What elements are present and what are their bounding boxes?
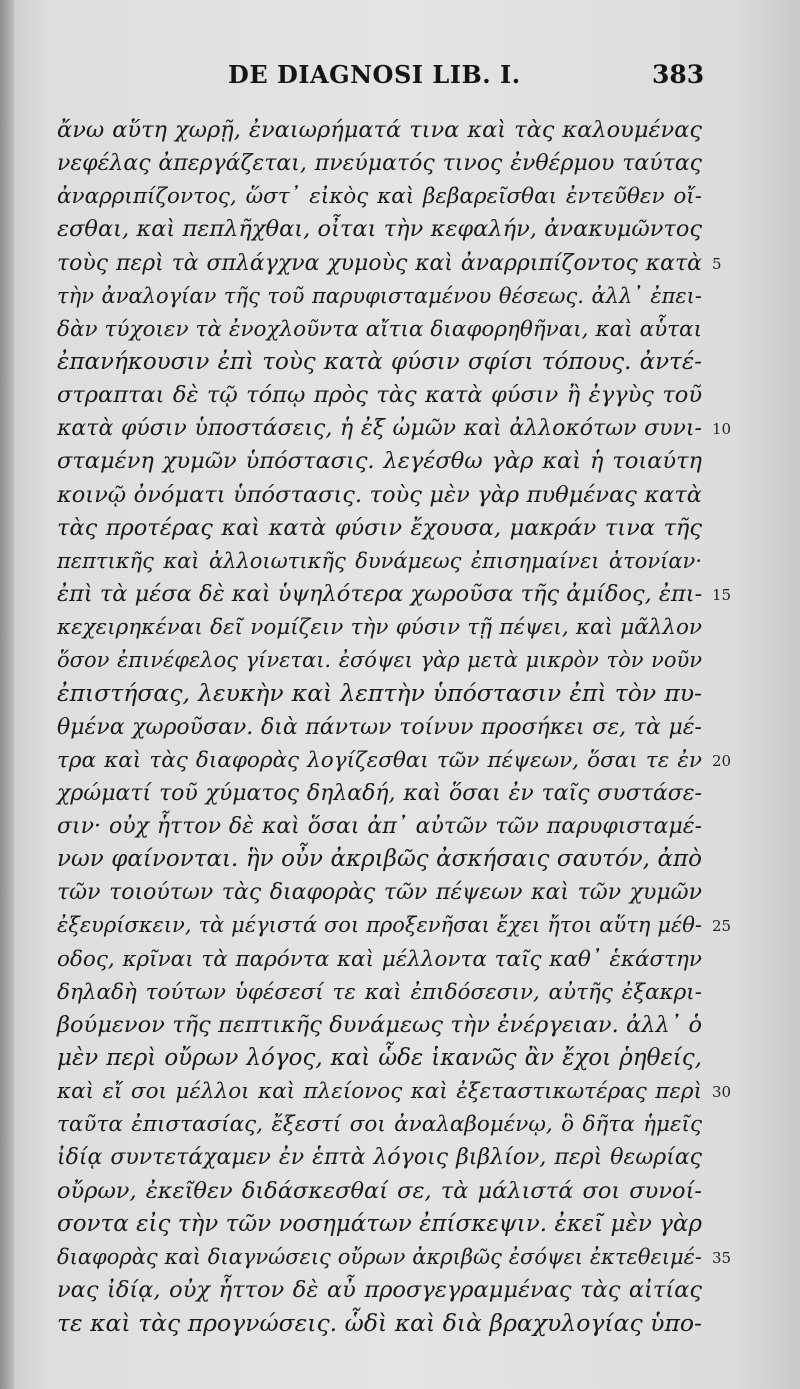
text-line [57,1141,709,1174]
text-line [57,578,732,611]
line-text: θμένα χωροῦσαν. διὰ πάντων τοίνυν προσήκει σε, τὰ μέ- [57,714,702,740]
line-text: ταῦτα ἐπιστασίας, ἔξεστί σοι ἀναλαβομένῳ, ὃ δῆτα ἡμεῖς [57,1112,702,1138]
text-line [57,1042,709,1075]
text-line [57,479,709,512]
line-number: 10 [712,420,732,439]
text-line [57,445,709,478]
text-line [57,213,709,246]
text-line [57,1075,732,1108]
line-text: νας ἰδίᾳ, οὐχ ἧττον δὲ αὖ προσγεγραμμένας τὰς αἰτίας [57,1276,702,1303]
text-line [57,114,709,147]
text-line [57,810,709,843]
line-text: δὰν τύχοιεν τὰ ἐνοχλοῦντα αἴτια διαφορηθῆναι, καὶ αὗται [57,316,702,342]
text-line [57,943,709,976]
text-line [57,1108,709,1141]
line-number: 15 [712,585,732,604]
line-text: κατὰ φύσιν ὑποστάσεις, ἡ ἐξ ὠμῶν καὶ ἀλλοκότων συνι- [57,416,702,442]
line-text: ὅσον ἐπινέφελος γίνεται. ἐσόψει γὰρ μετὰ μικρὸν τὸν νοῦν [57,648,702,673]
line-text: ἰδίᾳ συντετάχαμεν ἐν ἑπτὰ λόγοις βιβλίον, περὶ θεωρίας [57,1145,702,1171]
line-text: νεφέλας ἀπεργάζεται, πνεύματός τινος ἐνθέρμου ταύτας [57,151,702,177]
text-line [57,909,732,942]
line-number: 30 [712,1083,732,1102]
text-line [57,843,709,876]
line-text: τοὺς περὶ τὰ σπλάγχνα χυμοὺς καὶ ἀναρριπίζοντος κατὰ [57,250,702,276]
line-text: ἐξευρίσκειν, τὰ μέγιστά σοι προξενῆσαι ἔχει ἤτοι αὕτη μέθ- [57,913,702,938]
line-text: δηλαδὴ τούτων ὑφέσεσί τε καὶ ἐπιδόσεσιν, αὐτῆς ἐξακρι- [57,979,702,1005]
text-line [57,247,722,280]
line-text: τὰς προτέρας καὶ κατὰ φύσιν ἔχουσα, μακράν τινα τῆς [57,514,702,541]
text-line [57,677,709,710]
line-text: τὴν ἀναλογίαν τῆς τοῦ παρυφισταμένου θέσεως. ἀλλ᾽ ἐπει- [57,283,702,308]
text-line [57,280,709,313]
line-number: 5 [712,254,722,273]
text-line [57,1175,709,1208]
text-line [57,1009,709,1042]
line-text: κεχειρηκέναι δεῖ νομίζειν τὴν φύσιν τῇ πέψει, καὶ μᾶλλον [57,615,702,641]
page-number: 383 [652,60,705,89]
text-line [57,876,709,909]
line-text: διαφορὰς καὶ διαγνώσεις οὔρων ἀκριβῶς ἐσόψει ἐκτεθειμέ- [57,1244,702,1269]
page-gutter-shadow [0,0,14,1389]
line-number: 25 [712,917,732,936]
text-line [57,147,709,180]
body-text [57,114,732,1340]
text-line [57,644,709,677]
text-line [57,777,709,810]
text-line [57,1307,709,1340]
text-line [57,545,709,578]
text-line [57,744,732,777]
line-text: νων φαίνονται. ἣν οὖν ἀκριβῶς ἀσκήσαις σαυτόν, ἀπὸ [57,846,702,873]
line-text: ἄνω αὕτη χωρῇ, ἐναιωρήματά τινα καὶ τὰς καλουμένας [57,117,702,143]
line-text: οὔρων, ἐκεῖθεν διδάσκεσθαί σε, τὰ μάλιστά σοι συνοί- [57,1177,702,1204]
line-text: χρώματί τοῦ χύματος δηλαδή, καὶ ὅσαι ἐν ταῖς συστάσε- [57,780,702,806]
line-number: 35 [712,1248,732,1267]
text-line [57,379,709,412]
line-text: εσθαι, καὶ πεπλῆχθαι, οἶται τὴν κεφαλήν, ἀνακυμῶντος [57,216,702,243]
text-line [57,412,732,445]
line-text: τρα καὶ τὰς διαφορὰς λογίζεσθαι τῶν πέψεων, ὅσαι τε ἐν [57,747,702,773]
page-header [0,60,800,100]
text-line [57,313,709,346]
line-text: οδος, κρῖναι τὰ παρόντα καὶ μέλλοντα ταῖς καθ᾽ ἑκάστην [57,946,702,972]
line-text: ἀναρριπίζοντος, ὥστ᾽ εἰκὸς καὶ βεβαρεῖσθαι ἐντεῦθεν οἴ- [57,184,702,210]
text-line [57,711,709,744]
line-text: καὶ εἴ σοι μέλλοι καὶ πλείονος καὶ ἐξεταστικωτέρας περὶ [57,1079,702,1105]
line-text: πεπτικῆς καὶ ἀλλοιωτικῆς δυνάμεως ἐπισημαίνει ἀτονίαν· [57,548,702,573]
line-text: βούμενον τῆς πεπτικῆς δυνάμεως τὴν ἐνέργειαν. ἀλλ᾽ ὁ [57,1011,702,1038]
text-line [57,180,709,213]
text-line [57,512,709,545]
line-text: τε καὶ τὰς προγνώσεις. ὧδὶ καὶ διὰ βραχυλογίας ὑπο- [57,1309,702,1338]
line-text: κοινῷ ὀνόματι ὑπόστασις. τοὺς μὲν γὰρ πυθμένας κατὰ [57,481,702,508]
line-text: σταμένη χυμῶν ὑπόστασις. λεγέσθω γὰρ καὶ ἡ τοιαύτη [57,448,702,475]
line-text: μὲν περὶ οὔρων λόγος, καὶ ὧδε ἱκανῶς ἂν ἔχοι ῥηθείς, [57,1044,702,1071]
line-text: ἐπανήκουσιν ἐπὶ τοὺς κατὰ φύσιν σφίσι τόπους. ἀντέ- [57,348,702,375]
text-line [57,611,709,644]
line-text: τῶν τοιούτων τὰς διαφορὰς τῶν πέψεων καὶ τῶν χυμῶν [57,880,702,906]
text-line [57,346,709,379]
text-line [57,1208,709,1241]
text-line [57,976,709,1009]
line-text: στραπται δὲ τῷ τόπῳ πρὸς τὰς κατὰ φύσιν ἢ ἐγγὺς τοῦ [57,382,702,409]
text-line [57,1274,709,1307]
line-text: σοντα εἰς τὴν τῶν νοσημάτων ἐπίσκεψιν. ἐκεῖ μὲν γὰρ [57,1210,702,1237]
line-text: σιν· οὐχ ἧττον δὲ καὶ ὅσαι ἀπ᾽ αὐτῶν τῶν παρυφισταμέ- [57,813,702,839]
line-number: 20 [712,751,732,770]
text-line [57,1241,732,1274]
running-head: DE DIAGNOSI LIB. I. [228,60,521,89]
line-text: ἐπὶ τὰ μέσα δὲ καὶ ὑψηλότερα χωροῦσα τῆς ἀμίδος, ἐπι- [57,580,703,607]
line-text: ἐπιστήσας, λευκὴν καὶ λεπτὴν ὑπόστασιν ἐπὶ τὸν πυ- [57,679,702,708]
